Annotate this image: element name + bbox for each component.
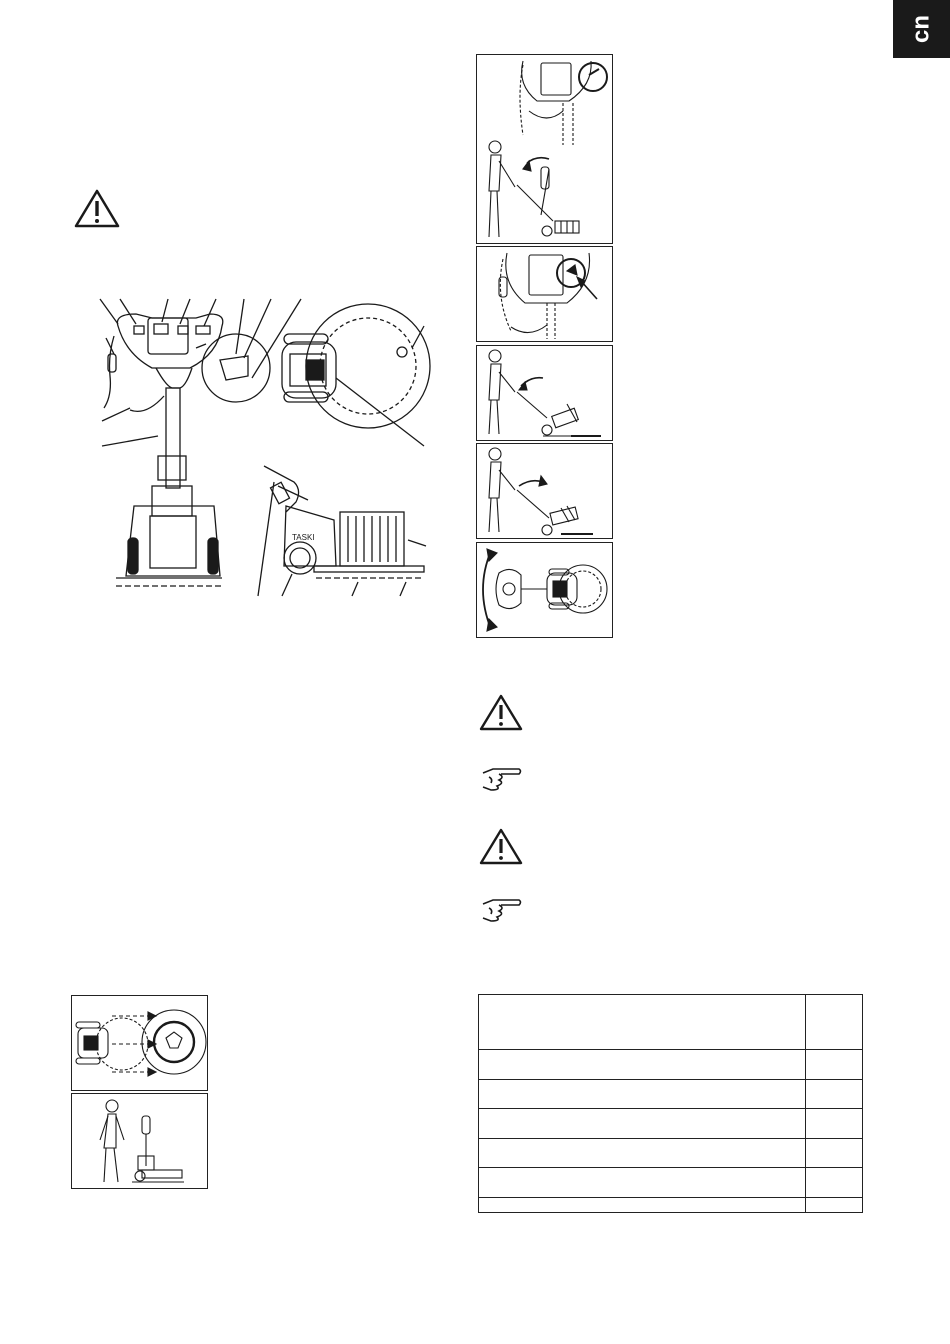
table-cell-label — [479, 1138, 806, 1168]
table-cell-label — [479, 1050, 806, 1080]
brush-mount-illustration — [72, 996, 207, 1090]
spec-table — [478, 994, 863, 1213]
table-cell-label — [479, 995, 806, 1050]
table-row — [479, 1197, 862, 1212]
cable-hook-handle-illustration — [477, 55, 612, 243]
warning-icon — [74, 188, 120, 228]
table-cell-value — [806, 1109, 863, 1139]
figure-panel-3 — [476, 345, 613, 441]
table-row — [479, 1050, 862, 1080]
figure-panel-5 — [476, 542, 613, 638]
table-cell-value — [806, 1079, 863, 1109]
table-row — [479, 1079, 862, 1109]
table-cell-label — [479, 1168, 806, 1198]
lowering-handle-illustration — [477, 346, 612, 440]
pointing-hand-icon — [479, 896, 523, 924]
table-cell-label — [479, 1109, 806, 1139]
table-cell-label — [479, 1197, 806, 1212]
table-row — [479, 995, 862, 1050]
warning-icon — [479, 827, 523, 865]
machine-overview-figure — [96, 296, 434, 598]
table-cell-value — [806, 995, 863, 1050]
table-cell-value — [806, 1197, 863, 1212]
swing-motion-top-view-illustration — [477, 543, 612, 637]
table-cell-value — [806, 1138, 863, 1168]
figure-panel-brush-mount — [71, 995, 208, 1091]
table-row — [479, 1138, 862, 1168]
raising-handle-illustration — [477, 444, 612, 538]
language-tab-label: cn — [907, 15, 935, 44]
figure-panel-1 — [476, 54, 613, 244]
operator-standing-illustration — [72, 1094, 207, 1188]
brand-plate-text: TASKI — [292, 533, 315, 542]
warning-icon — [479, 693, 523, 731]
table-cell-value — [806, 1050, 863, 1080]
table-row — [479, 1109, 862, 1139]
figure-panel-standing — [71, 1093, 208, 1189]
figure-panel-4 — [476, 443, 613, 539]
table-cell-value — [806, 1168, 863, 1198]
pointing-hand-icon — [479, 765, 523, 793]
handle-lever-detail-illustration — [477, 247, 612, 341]
figure-panel-2 — [476, 246, 613, 342]
language-tab — [893, 0, 950, 58]
table-row — [479, 1168, 862, 1198]
table-cell-label — [479, 1079, 806, 1109]
